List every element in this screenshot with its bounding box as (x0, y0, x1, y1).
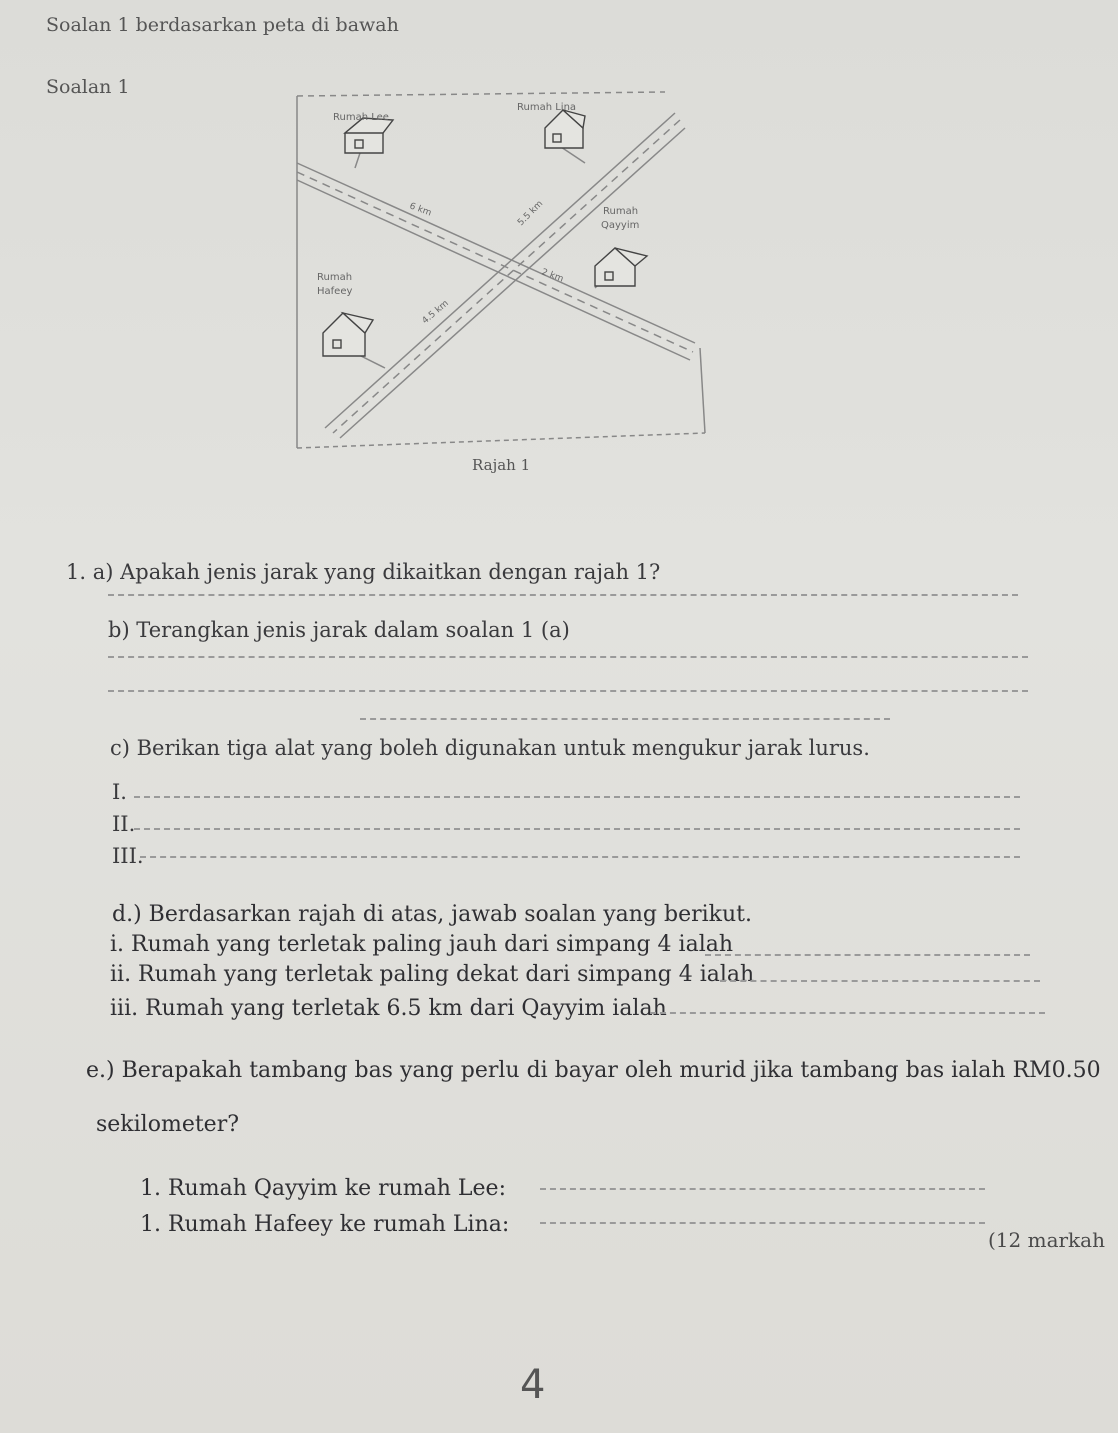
frame-bottom-line (297, 433, 705, 448)
answer-line-d2[interactable] (720, 980, 1040, 982)
d-item-3: iii. Rumah yang terletak 6.5 km dari Qayyim ialah (110, 996, 667, 1021)
label-hafeey-2: Hafeey (317, 286, 353, 297)
e-item-2: 1. Rumah Hafeey ke rumah Lina: (140, 1212, 510, 1237)
dist-hafeey: 4.5 km (420, 298, 451, 327)
answer-line-c2[interactable] (134, 828, 1020, 830)
instruction-text: Soalan 1 berdasarkan peta di bawah (46, 14, 399, 36)
question-1d: d.) Berdasarkan rajah di atas, jawab soalan yang berikut. (112, 902, 752, 927)
d-item-1: i. Rumah yang terletak paling jauh dari simpang 4 ialah (110, 932, 734, 957)
question-1b: b) Terangkan jenis jarak dalam soalan 1 (a) (108, 618, 570, 642)
frame-top-line (297, 92, 665, 96)
label-qayyim-2: Qayyim (601, 220, 640, 231)
page-number: 4 (520, 1362, 546, 1408)
question-1c: c) Berikan tiga alat yang boleh digunakan untuk mengukur jarak lurus. (110, 736, 870, 760)
question-1a: 1. a) Apakah jenis jarak yang dikaitkan dengan rajah 1? (66, 560, 661, 584)
house-hafeey-icon (323, 313, 373, 356)
frame-right-line (700, 348, 705, 433)
dist-lee: 6 km (407, 201, 433, 219)
answer-line-1b-1[interactable] (108, 656, 1028, 658)
house-lee-icon (345, 118, 393, 153)
c-item-2: II. (112, 812, 136, 836)
map-figure (285, 88, 725, 488)
answer-line-c1[interactable] (134, 796, 1020, 798)
c-item-3: III. (112, 844, 144, 868)
answer-line-d1[interactable] (705, 954, 1030, 956)
figure-caption: Rajah 1 (472, 456, 531, 474)
branch-lee (355, 153, 360, 168)
label-hafeey-1: Rumah (317, 272, 353, 283)
question-1e-line1: e.) Berapakah tambang bas yang perlu di bayar oleh murid jika tambang bas ialah RM0.50 (86, 1058, 1101, 1083)
answer-line-e2[interactable] (540, 1222, 985, 1224)
answer-line-d3[interactable] (650, 1012, 1045, 1014)
e-item-1: 1. Rumah Qayyim ke rumah Lee: (140, 1176, 506, 1201)
answer-line-c3[interactable] (140, 856, 1020, 858)
dist-qayyim: 2 km (539, 267, 565, 285)
dist-lina: 5.5 km (516, 199, 546, 229)
house-qayyim-icon (595, 248, 647, 286)
label-lina: Rumah Lina (517, 102, 577, 113)
label-lee: Rumah Lee (333, 112, 389, 123)
question-1e-line2: sekilometer? (96, 1112, 240, 1137)
answer-line-1b-2[interactable] (108, 690, 1028, 692)
answer-line-1a[interactable] (108, 594, 1018, 596)
house-lina-icon (545, 110, 585, 148)
answer-line-e1[interactable] (540, 1188, 985, 1190)
answer-line-1b-3[interactable] (360, 718, 890, 720)
marks-label: (12 markah (988, 1228, 1105, 1252)
d-item-2: ii. Rumah yang terletak paling dekat dari simpang 4 ialah (110, 962, 755, 987)
c-item-1: I. (112, 780, 127, 804)
label-qayyim-1: Rumah (603, 206, 639, 217)
section-label: Soalan 1 (46, 76, 130, 98)
